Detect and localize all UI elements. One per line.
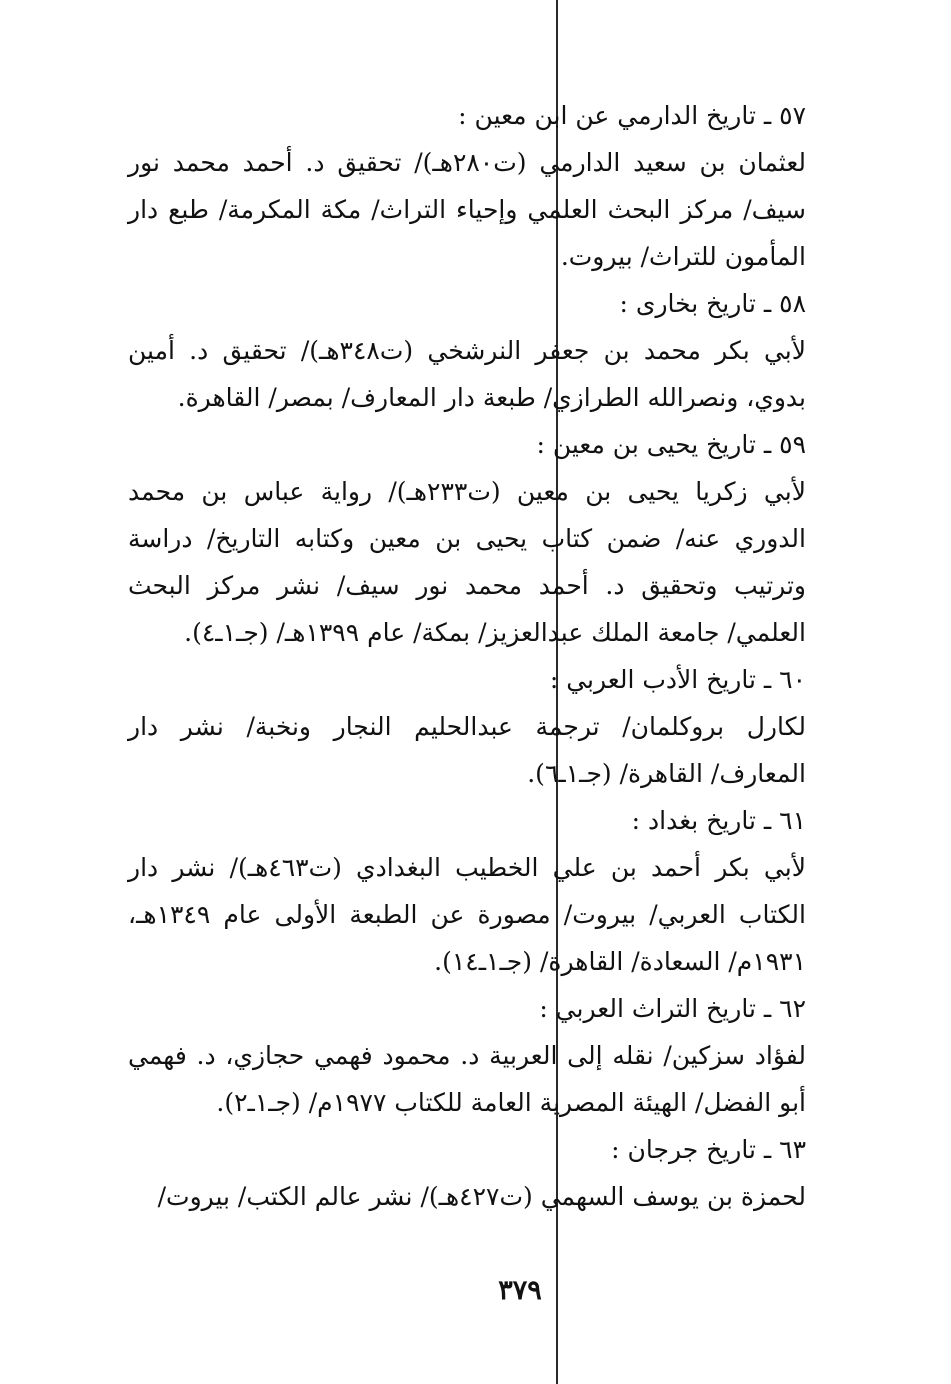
entry-body: لأبي بكر محمد بن جعفر النرشخي (ت٣٤٨هـ)/ تحقيق د. أمين بدوي، ونصرالله الطرازي/ طبعة دار المعارف/ بمصر/ القاهرة. [128, 336, 807, 412]
bibliography-entry-62 [128, 985, 846, 1126]
entry-body: لحمزة بن يوسف السهمي (ت٤٢٧هـ)/ نشر عالم الكتب/ بيروت/ [157, 1182, 806, 1211]
entry-title: ٦٠ ـ تاريخ الأدب العربي : [549, 665, 806, 694]
bibliography-entry-60 [128, 656, 846, 797]
bibliography-entry-57 [128, 92, 846, 280]
entry-title: ٦١ ـ تاريخ بغداد : [631, 806, 806, 835]
page-number: ٣٧٩ [498, 1275, 542, 1306]
entry-title: ٦٣ ـ تاريخ جرجان : [611, 1135, 806, 1164]
bibliography-list [128, 92, 846, 1220]
bibliography-entry-58 [128, 280, 846, 421]
entry-title: ٥٩ ـ تاريخ يحيى بن معين : [536, 430, 806, 459]
bibliography-entry-61 [128, 797, 846, 985]
bibliography-entry-63 [128, 1126, 846, 1220]
entry-title: ٦٢ ـ تاريخ التراث العربي : [539, 994, 806, 1023]
entry-body: لأبي زكريا يحيى بن معين (ت٢٣٣هـ)/ رواية عباس بن محمد الدوري عنه/ ضمن كتاب يحيى بن معين وكتابه التاريخ/ دراسة وترتيب وتحقيق د. أحمد محمد نور سيف/ نشر مركز البحث العلمي/ جامعة الملك عبدالعزيز/ بمكة/ عام ١٣٩٩هـ/ (جـ١ـ٤). [128, 477, 806, 647]
entry-body: لفؤاد سزكين/ نقله إلى العربية د. محمود فهمي حجازي، د. فهمي أبو الفضل/ الهيئة المصرية العامة للكتاب ١٩٧٧م/ (جـ١ـ٢). [128, 1041, 806, 1117]
entry-body: لكارل بروكلمان/ ترجمة عبدالحليم النجار ونخبة/ نشر دار المعارف/ القاهرة/ (جـ١ـ٦). [128, 712, 806, 788]
entry-body: لأبي بكر أحمد بن علي الخطيب البغدادي (ت٤٦٣هـ)/ نشر دار الكتاب العربي/ بيروت/ مصورة عن الطبعة الأولى عام ١٣٤٩هـ، ١٩٣١م/ السعادة/ القاهرة/ (جـ١ـ١٤). [128, 853, 806, 976]
bibliography-entry-59 [128, 421, 846, 656]
entry-body: لعثمان بن سعيد الدارمي (ت٢٨٠هـ)/ تحقيق د. أحمد محمد نور سيف/ مركز البحث العلمي وإحياء التراث/ مكة المكرمة/ طبع دار المأمون للتراث/ بيروت. [128, 148, 806, 271]
entry-title: ٥٧ ـ تاريخ الدارمي عن ابن معين : [458, 101, 806, 130]
entry-title: ٥٨ ـ تاريخ بخارى : [619, 289, 806, 318]
